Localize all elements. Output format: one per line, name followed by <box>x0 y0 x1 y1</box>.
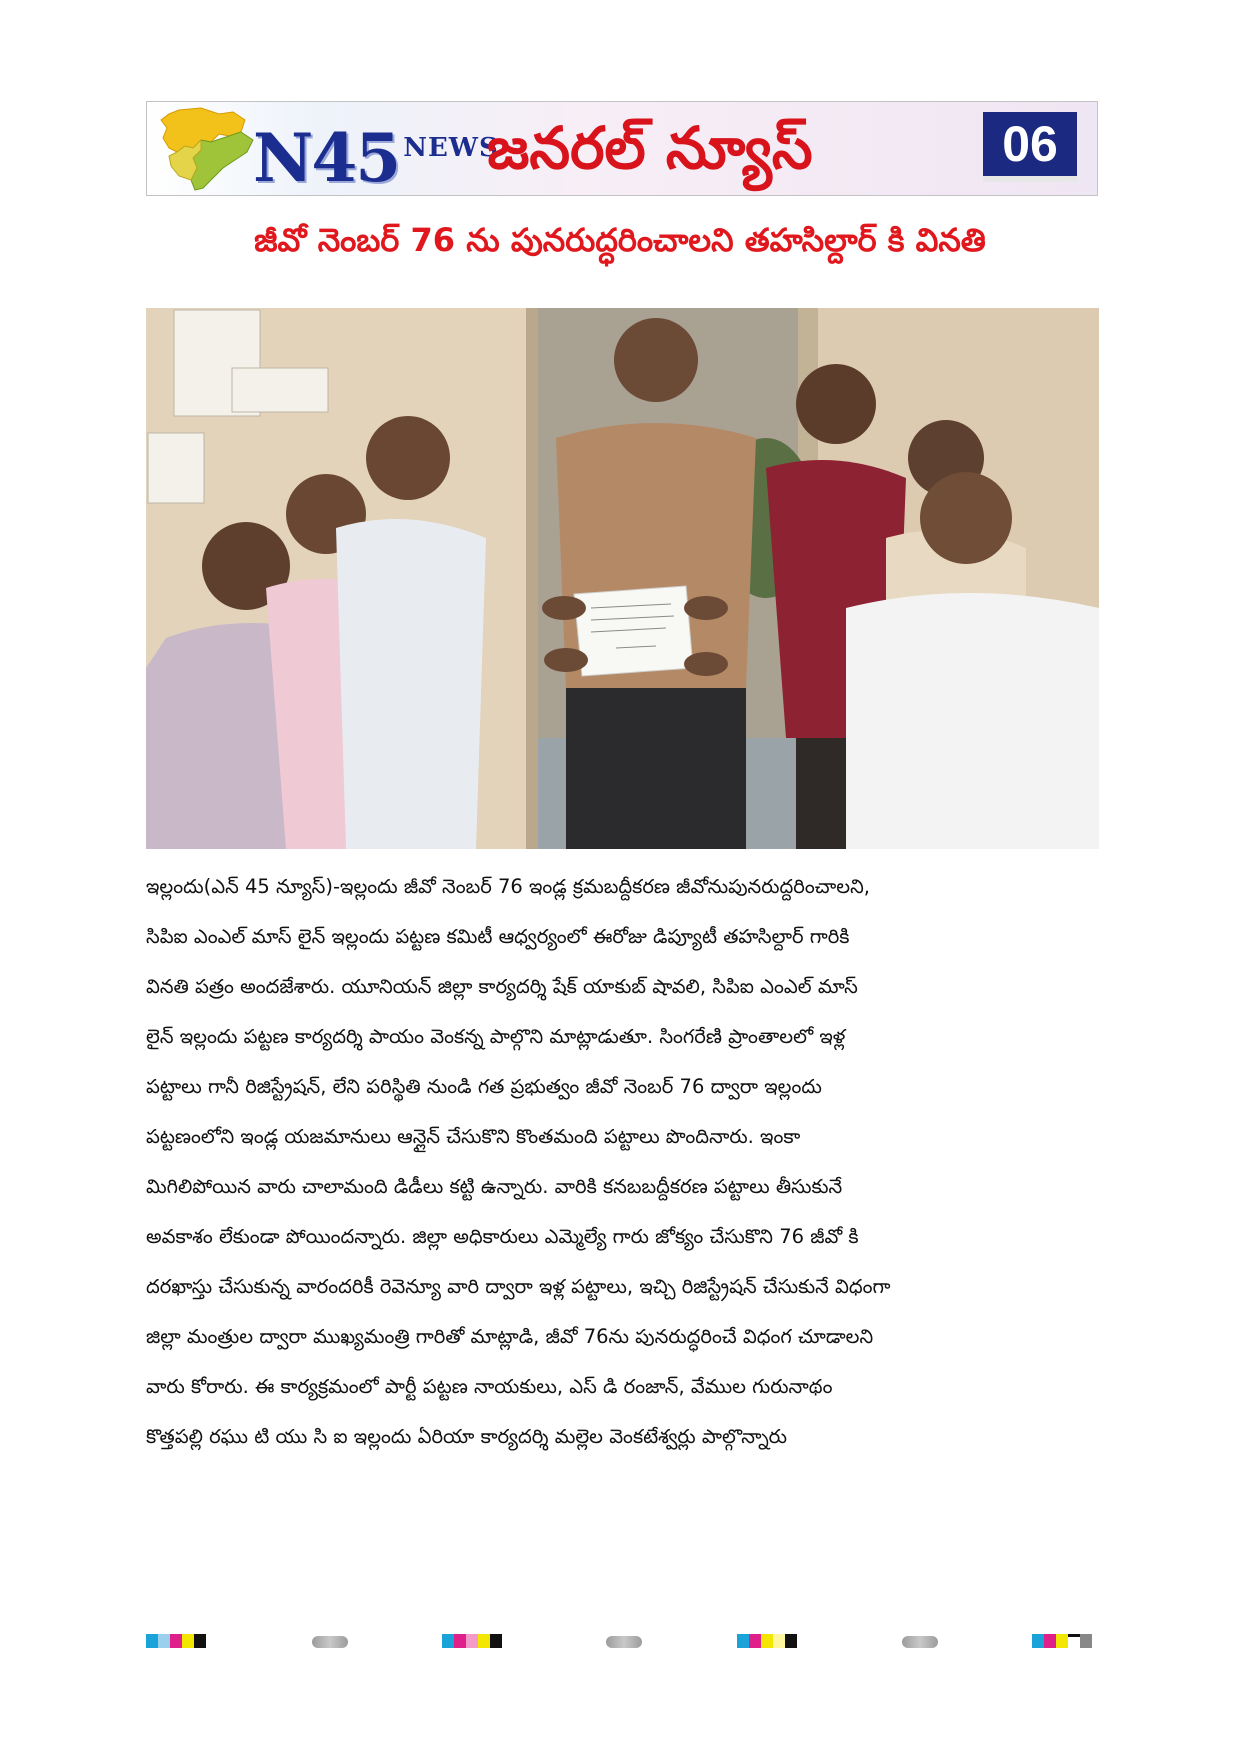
masthead-banner <box>146 101 1098 196</box>
article-headline: జీవో నెంబర్ 76 ను పునరుద్ధరించాలని తహసిల్దార్ కి వినతి <box>254 221 986 259</box>
article-line: సిపిఐ ఎంఎల్ మాస్ లైన్ ఇల్లందు పట్టణ కమిటీ ఆధ్వర్యంలో ఈరోజు డిప్యూటీ తహసిల్దార్ గారికి <box>146 925 850 948</box>
article-line: అవకాశం లేకుండా పోయిందన్నారు. జిల్లా అధికారులు ఎమ్మెల్యే గారు జోక్యం చేసుకొని 76 జీవో కి <box>146 1225 859 1248</box>
article-line: జిల్లా మంత్రుల ద్వారా ముఖ్యమంత్రి గారితో మాట్లాడి, జీవో 76ను పునరుద్ధరించే విధంగ చూడాలని <box>146 1325 874 1348</box>
article-line: మిగిలిపోయిన వారు చాలామంది డిడీలు కట్టి ఉన్నారు. వారికి కనబబద్దీకరణ పట్టాలు తీసుకునే <box>146 1175 843 1198</box>
andhra-pradesh-map-icon <box>149 106 259 194</box>
brand-n45: N45 <box>253 119 400 196</box>
article-body <box>146 862 1102 1462</box>
masthead-title: జనరల్ న్యూస్ <box>487 114 813 182</box>
gray-pill <box>902 1636 938 1648</box>
article-line: దరఖాస్తు చేసుకున్న వారందరికీ రెవెన్యూ వారి ద్వారా ఇళ్ల పట్టాలు, ఇచ్చి రిజిస్ట్రేషన్ చేసుకునే విధంగా <box>146 1275 891 1298</box>
article-line: లైన్ ఇల్లందు పట్టణ కార్యదర్శి పాయం వెంకన్న పాల్గొని మాట్లాడుతూ. సింగరేణి ప్రాంతాలలో ఇళ్ల <box>146 1025 846 1048</box>
page-number-badge: 06 <box>983 112 1077 182</box>
color-bar <box>1032 1634 1092 1648</box>
article-line: ఇల్లందు(ఎన్ 45 న్యూస్)-ఇల్లందు జీవో నెంబర్ 76 ఇండ్ల క్రమబద్దీకరణ జీవోనుపునరుద్దరించాలని, <box>146 875 870 898</box>
printer-registration-marks <box>0 1634 1240 1654</box>
gray-pill <box>606 1636 642 1648</box>
color-bar <box>737 1634 797 1648</box>
gray-pill <box>312 1636 348 1648</box>
article-line: పట్టాలు గానీ రిజిస్ట్రేషన్, లేని పరిస్థితి నుండి గత ప్రభుత్వం జీవో నెంబర్ 76 ద్వారా ఇల్లందు <box>146 1075 822 1098</box>
color-bar <box>146 1634 206 1648</box>
article-line: పట్టణంలోని ఇండ్ల యజమానులు ఆన్లైన్ చేసుకొని కొంతమంది పట్టాలు పొందినారు. ఇంకా <box>146 1125 801 1148</box>
news-photo <box>146 308 1099 849</box>
article-line: కొత్తపల్లి రఘు టి యు సి ఐ ఇల్లందు ఏరియా కార్యదర్శి మల్లెల వెంకటేశ్వర్లు పాల్గొన్నారు <box>146 1425 787 1448</box>
article-line: వినతి పత్రం అందజేశారు. యూనియన్ జిల్లా కార్యదర్శి షేక్ యాకుబ్ షావలి, సిపిఐ ఎంఎల్ మాస్ <box>146 975 858 998</box>
article-line: వారు కోరారు. ఈ కార్యక్రమంలో పార్టీ పట్టణ నాయకులు, ఎస్ డి రంజాన్, వేముల గురునాథం <box>146 1375 833 1398</box>
brand-news: NEWS <box>403 133 499 163</box>
photo-illustration <box>146 308 1099 849</box>
brand-logo <box>253 102 499 196</box>
color-bar <box>442 1634 502 1648</box>
